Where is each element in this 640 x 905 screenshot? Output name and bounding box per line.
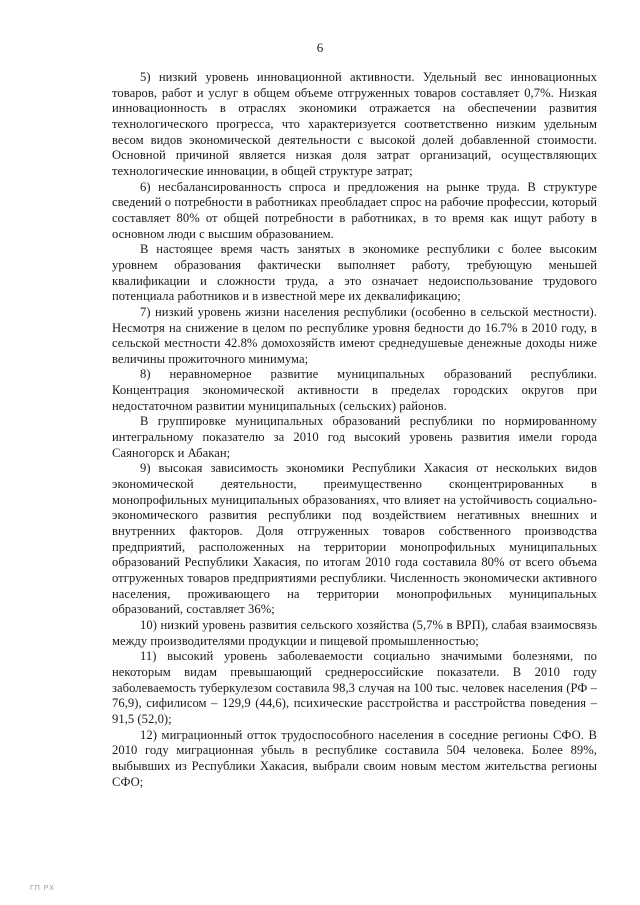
paragraph-item-11: 11) высокий уровень заболеваемости социально значимыми болезнями, по некоторым видам превышающий среднероссийские показатели. В 2010 году заболеваемость туберкулезом составила 98,3 случая на 100 тыс. человек населения (РФ – 76,9), сифилисом – 129,9 (44,6), психические расстройства и расстройства поведения – 91,5 (52,0); (112, 649, 597, 726)
document-body (112, 70, 597, 790)
paragraph-underemployment: В настоящее время часть занятых в экономике республики с более высоким уровнем образования фактически выполняет работу, требующую меньшей квалификации и сложности труда, а это означает недоиспользование трудового потенциала работников и в известной мере их деквалификацию; (112, 242, 597, 304)
paragraph-municipal-grouping: В группировке муниципальных образований республики по нормированному интегральному показателю за 2010 год высокий уровень развития имели города Саяногорск и Абакан; (112, 414, 597, 460)
paragraph-item-6: 6) несбалансированность спроса и предложения на рынке труда. В структуре сведений о потребности в работниках преобладает спрос на рабочие профессии, который составляет 80% от общей потребности в работниках, в то время как ищут работу в основном люди с высшим образованием. (112, 179, 597, 241)
paragraph-item-12: 12) миграционный отток трудоспособного населения в соседние регионы СФО. В 2010 году миграционная убыль в республике составила 504 человека. Более 89%, выбывших из Республики Хакасия, выбрали своим новым местом жительства регионы СФО; (112, 727, 597, 789)
paragraph-item-5: 5) низкий уровень инновационной активности. Удельный вес инновационных товаров, работ и услуг в общем объеме отгруженных товаров составляет 0,7%. Низкая инновационность в отраслях экономики отражается на обеспечении развития технологического прогресса, что характеризуется соответственно низким удельным весом видов экономической деятельности с высокой долей добавленной стоимости. Основной причиной является низкая доля затрат организаций, осуществляющих технологические инновации, в общей структуре затрат; (112, 70, 597, 178)
footer-mark: ГП РХ (30, 885, 55, 892)
paragraph-item-10: 10) низкий уровень развития сельского хозяйства (5,7% в ВРП), слабая взаимосвязь между производителями продукции и пищевой промышленностью; (112, 617, 597, 648)
paragraph-item-7: 7) низкий уровень жизни населения республики (особенно в сельской местности). Несмотря на снижение в целом по республике уровня бедности до 16.7% в 2010 году, в сельской местности 42.8% домохозяйств имеют среднедушевые денежные доходы ниже величины прожиточного минимума; (112, 304, 597, 366)
page-number: 6 (316, 40, 324, 55)
paragraph-item-8: 8) неравномерное развитие муниципальных образований республики. Концентрация экономической активности в пределах городских округов при недостаточном развитии муниципальных (сельских) районов. (112, 367, 597, 413)
paragraph-item-9: 9) высокая зависимость экономики Республики Хакасия от нескольких видов экономической деятельности, преимущественно сконцентрированных в монопрофильных муниципальных образованиях, что влияет на устойчивость социально-экономического развития республики под воздействием негативных внешних и внутренних факторов. Доля отгруженных товаров собственного производства предприятий, расположенных на территории монопрофильных муниципальных образований Республики Хакасия, по итогам 2010 года составила 80% от всего объема отгруженных товаров предприятиями республики. Численность экономически активного населения, проживающего на территории монопрофильных муниципальных образований, составляет 36%; (112, 461, 597, 617)
